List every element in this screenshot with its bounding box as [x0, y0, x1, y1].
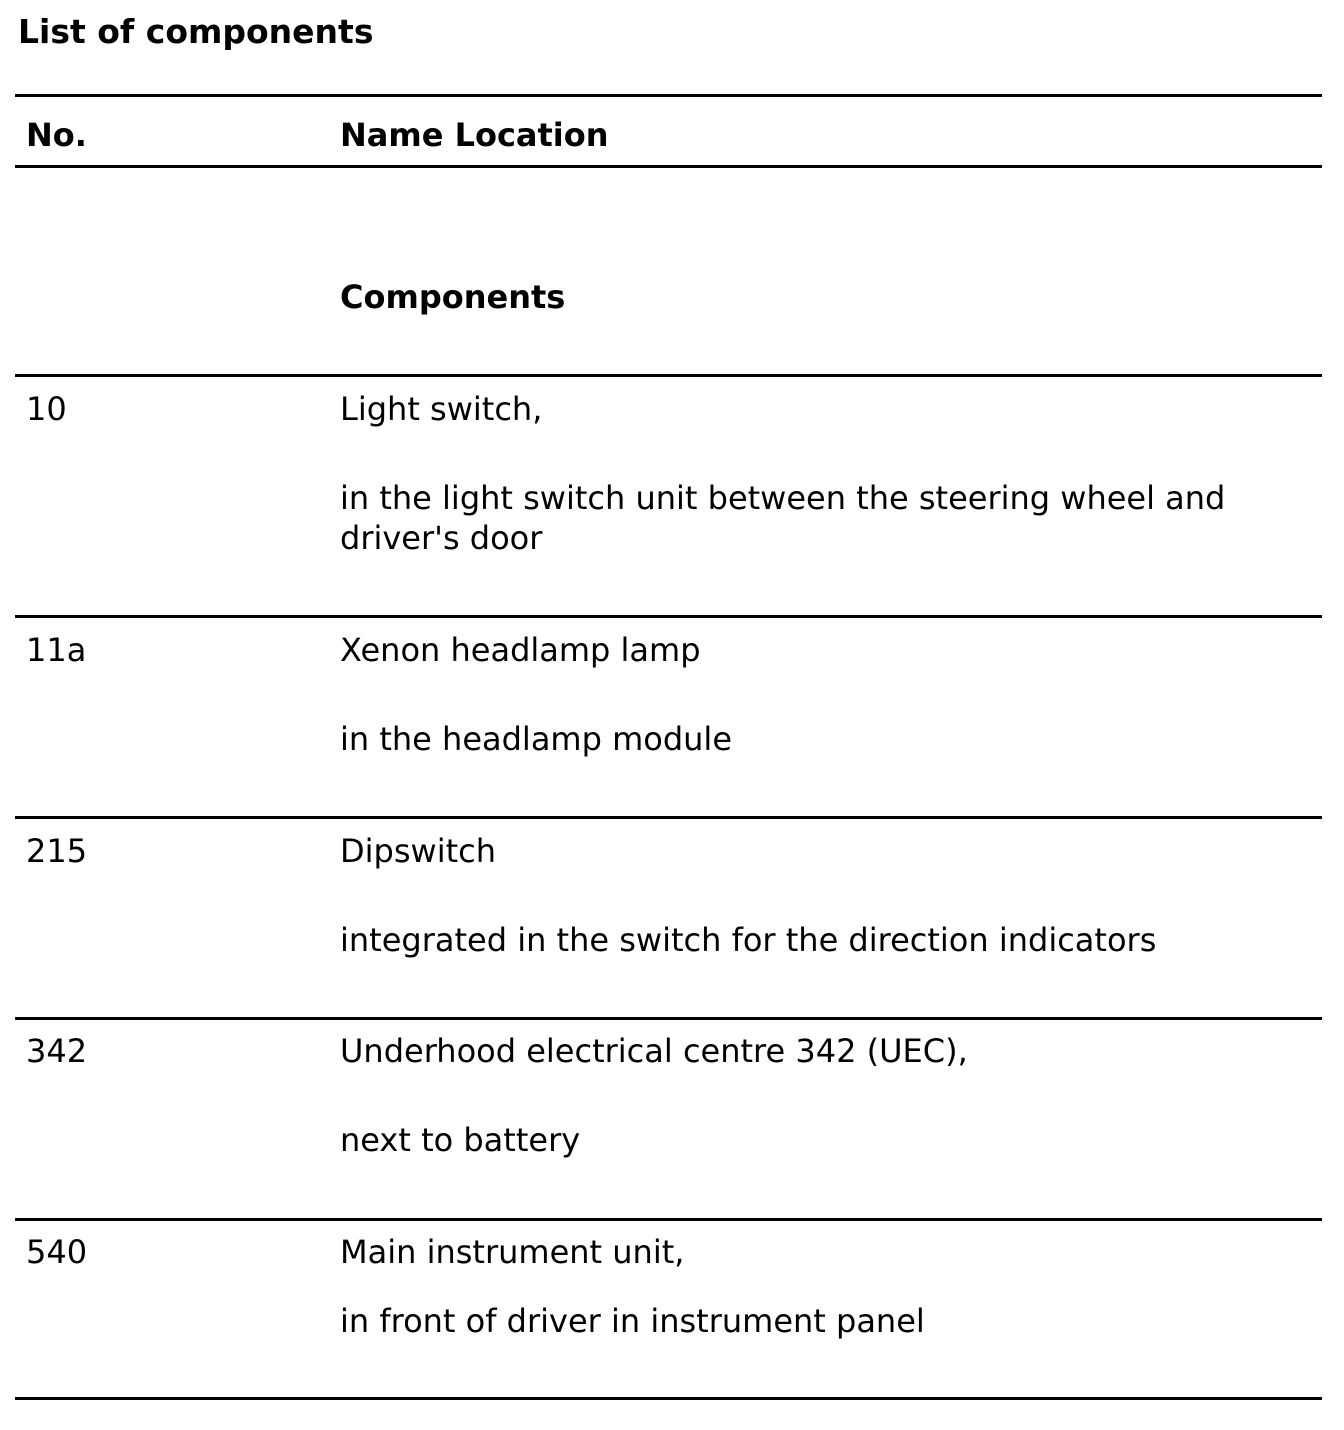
row-name: Light switch, [340, 390, 543, 428]
row-no: 540 [26, 1233, 88, 1271]
row-divider [15, 816, 1322, 819]
row-location: in the headlamp module [340, 720, 732, 758]
row-no: 10 [26, 390, 67, 428]
row-no: 342 [26, 1032, 88, 1070]
row-location: in front of driver in instrument panel [340, 1302, 925, 1340]
row-location: integrated in the switch for the direction indicators [340, 921, 1157, 959]
row-location: next to battery [340, 1121, 581, 1159]
row-no: 11a [26, 631, 87, 669]
row-location: in the light switch unit between the steering wheel and driver's door [340, 479, 1226, 557]
table-top-rule [15, 94, 1322, 97]
row-name: Underhood electrical centre 342 (UEC), [340, 1032, 968, 1070]
row-name: Dipswitch [340, 832, 496, 870]
row-no: 215 [26, 832, 88, 870]
row-divider [15, 374, 1322, 377]
header-bottom-rule [15, 165, 1322, 168]
row-divider [15, 615, 1322, 618]
row-divider [15, 1218, 1322, 1221]
row-name: Main instrument unit, [340, 1233, 685, 1271]
header-no: No. [26, 116, 87, 154]
row-divider [15, 1017, 1322, 1020]
row-name: Xenon headlamp lamp [340, 631, 701, 669]
page-title: List of components [18, 12, 374, 51]
section-heading: Components [340, 278, 566, 316]
header-name-location: Name Location [340, 116, 609, 154]
table-bottom-rule [15, 1397, 1322, 1400]
